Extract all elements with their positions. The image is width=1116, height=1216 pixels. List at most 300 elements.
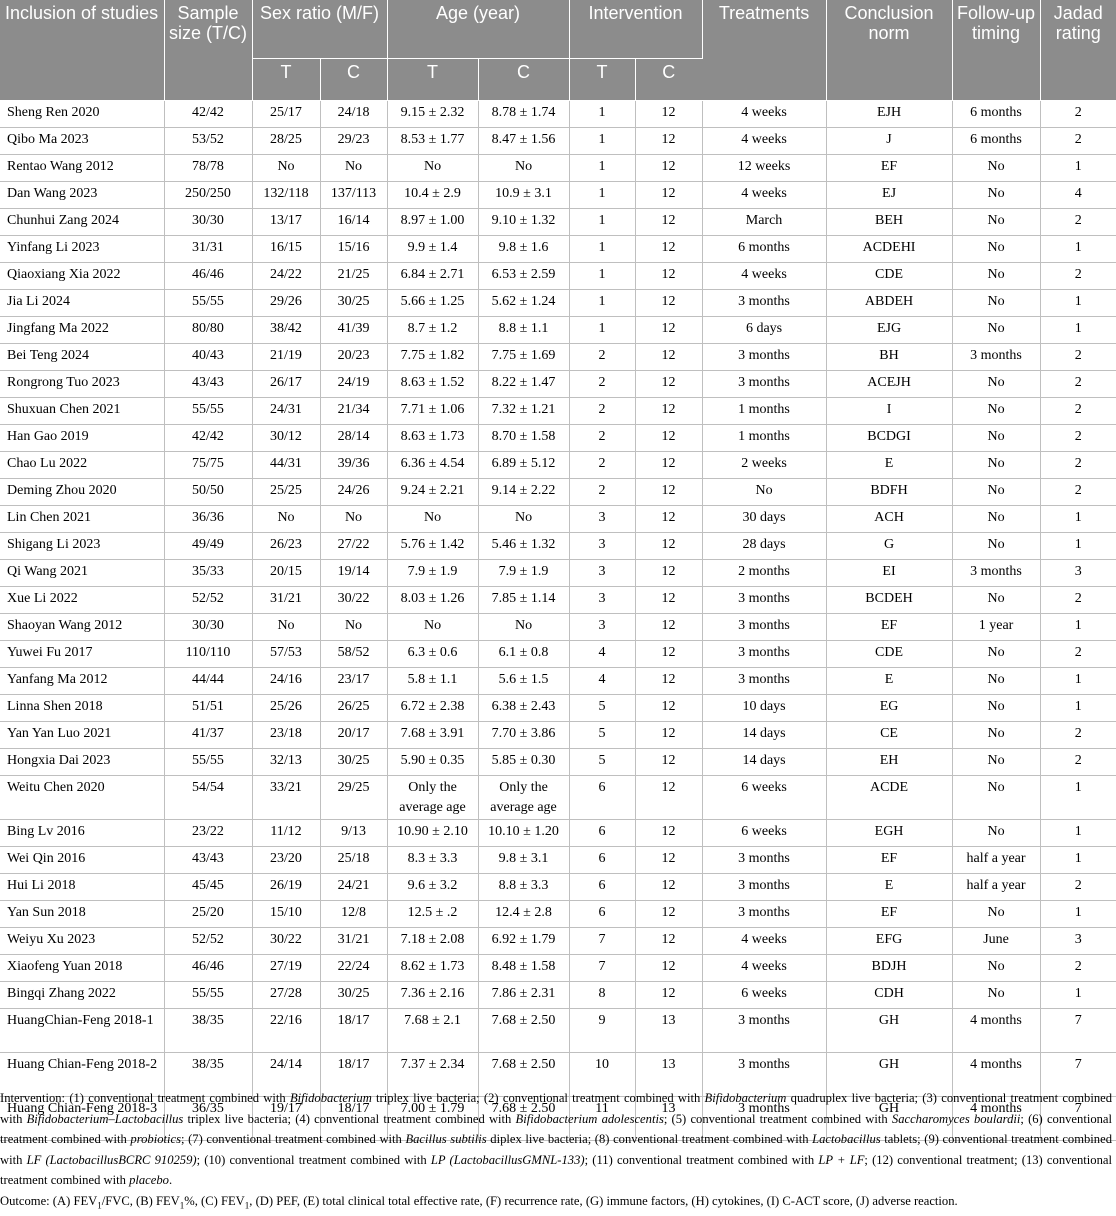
- cell-sex-c: 26/25: [320, 695, 387, 722]
- cell-conclusion: EF: [826, 901, 952, 928]
- cell-intervention-c: 12: [635, 749, 702, 776]
- note-text: (1) conventional treatment combined with: [69, 1091, 290, 1105]
- cell-conclusion: GH: [826, 1097, 952, 1141]
- cell-followup: June: [952, 928, 1040, 955]
- cell-treatments: 3 months: [702, 371, 826, 398]
- cell-treatments: 6 weeks: [702, 820, 826, 847]
- header-jadad: Jadad rating: [1040, 0, 1116, 101]
- cell-jadad: 1: [1040, 820, 1116, 847]
- cell-study: Deming Zhou 2020: [0, 479, 164, 506]
- cell-followup: No: [952, 155, 1040, 182]
- cell-intervention-c: 12: [635, 452, 702, 479]
- cell-sex-t: 23/20: [252, 847, 320, 874]
- header-followup: Follow-up timing: [952, 0, 1040, 101]
- cell-sex-t: No: [252, 614, 320, 641]
- cell-intervention-c: 12: [635, 290, 702, 317]
- cell-treatments: 4 weeks: [702, 263, 826, 290]
- cell-jadad: 1: [1040, 847, 1116, 874]
- cell-jadad: 1: [1040, 236, 1116, 263]
- cell-sex-t: 20/15: [252, 560, 320, 587]
- cell-treatments: 6 weeks: [702, 982, 826, 1009]
- species-name: Bifidobacterium adolescentis: [515, 1111, 664, 1126]
- cell-followup: No: [952, 776, 1040, 820]
- cell-intervention-c: 12: [635, 128, 702, 155]
- cell-sex-t: 21/19: [252, 344, 320, 371]
- cell-age-t: 9.15 ± 2.32: [387, 101, 478, 128]
- cell-jadad: 2: [1040, 587, 1116, 614]
- cell-followup: No: [952, 290, 1040, 317]
- cell-conclusion: EF: [826, 847, 952, 874]
- cell-study: Wei Qin 2016: [0, 847, 164, 874]
- cell-sample-size: 250/250: [164, 182, 252, 209]
- cell-sex-c: 20/17: [320, 722, 387, 749]
- cell-sex-c: 27/22: [320, 533, 387, 560]
- cell-intervention-c: 12: [635, 928, 702, 955]
- note-text: tablets; (9) conventional treatment combined with: [0, 1132, 1112, 1167]
- cell-age-t: 8.3 ± 3.3: [387, 847, 478, 874]
- cell-study: Qibo Ma 2023: [0, 128, 164, 155]
- cell-sex-t: No: [252, 155, 320, 182]
- cell-age-c: 6.89 ± 5.12: [478, 452, 569, 479]
- cell-study: Rongrong Tuo 2023: [0, 371, 164, 398]
- cell-sex-t: 30/12: [252, 425, 320, 452]
- cell-jadad: 1: [1040, 695, 1116, 722]
- cell-age-t: 12.5 ± .2: [387, 901, 478, 928]
- table-row: [0, 236, 1116, 263]
- cell-jadad: 2: [1040, 101, 1116, 128]
- cell-age-t: 6.3 ± 0.6: [387, 641, 478, 668]
- cell-treatments: 3 months: [702, 901, 826, 928]
- cell-study: Sheng Ren 2020: [0, 101, 164, 128]
- cell-conclusion: BEH: [826, 209, 952, 236]
- cell-age-c: 9.8 ± 1.6: [478, 236, 569, 263]
- header-age-t: T: [387, 59, 478, 101]
- cell-followup: 4 months: [952, 1097, 1040, 1141]
- cell-sample-size: 42/42: [164, 101, 252, 128]
- header-age-c: C: [478, 59, 569, 101]
- cell-conclusion: GH: [826, 1009, 952, 1053]
- cell-conclusion: EG: [826, 695, 952, 722]
- cell-sex-t: 33/21: [252, 776, 320, 820]
- cell-sample-size: 75/75: [164, 452, 252, 479]
- cell-jadad: 7: [1040, 1097, 1116, 1141]
- cell-sex-c: 137/113: [320, 182, 387, 209]
- cell-age-t: 7.9 ± 1.9: [387, 560, 478, 587]
- cell-conclusion: CDE: [826, 263, 952, 290]
- cell-age-c: 5.46 ± 1.32: [478, 533, 569, 560]
- table-row: [0, 155, 1116, 182]
- cell-study: Bei Teng 2024: [0, 344, 164, 371]
- note-text: ; (11) conventional treatment combined with: [584, 1152, 819, 1167]
- cell-followup: No: [952, 236, 1040, 263]
- cell-jadad: 2: [1040, 398, 1116, 425]
- cell-followup: half a year: [952, 847, 1040, 874]
- table-row: [0, 452, 1116, 479]
- cell-sample-size: 55/55: [164, 982, 252, 1009]
- cell-intervention-c: 12: [635, 722, 702, 749]
- cell-age-c: 8.8 ± 3.3: [478, 874, 569, 901]
- cell-sex-c: 24/26: [320, 479, 387, 506]
- cell-jadad: 2: [1040, 722, 1116, 749]
- cell-intervention-t: 11: [569, 1097, 635, 1141]
- cell-intervention-c: 12: [635, 668, 702, 695]
- cell-followup: No: [952, 641, 1040, 668]
- cell-intervention-c: 12: [635, 955, 702, 982]
- cell-study: Huang Chian-Feng 2018-2: [0, 1053, 164, 1097]
- cell-sex-c: 22/24: [320, 955, 387, 982]
- cell-sex-c: 19/14: [320, 560, 387, 587]
- cell-study: Shaoyan Wang 2012: [0, 614, 164, 641]
- cell-study: Yinfang Li 2023: [0, 236, 164, 263]
- cell-intervention-t: 10: [569, 1053, 635, 1097]
- cell-study: Xue Li 2022: [0, 587, 164, 614]
- cell-study: Xiaofeng Yuan 2018: [0, 955, 164, 982]
- cell-sex-t: 25/17: [252, 101, 320, 128]
- cell-age-c: Only the average age: [478, 776, 569, 820]
- cell-sample-size: 46/46: [164, 263, 252, 290]
- cell-sex-c: 30/25: [320, 749, 387, 776]
- cell-sex-t: 31/21: [252, 587, 320, 614]
- cell-intervention-t: 7: [569, 928, 635, 955]
- cell-intervention-t: 4: [569, 668, 635, 695]
- note-text: diplex live bacteria; (8) conventional treatment combined with: [486, 1132, 813, 1147]
- table-row: [0, 668, 1116, 695]
- cell-conclusion: EH: [826, 749, 952, 776]
- cell-age-c: 9.10 ± 1.32: [478, 209, 569, 236]
- cell-intervention-t: 7: [569, 955, 635, 982]
- cell-study: Jingfang Ma 2022: [0, 317, 164, 344]
- cell-jadad: 4: [1040, 182, 1116, 209]
- cell-sex-t: 29/26: [252, 290, 320, 317]
- cell-treatments: 2 weeks: [702, 452, 826, 479]
- cell-sex-t: 19/17: [252, 1097, 320, 1141]
- cell-study: Bingqi Zhang 2022: [0, 982, 164, 1009]
- cell-sex-t: 11/12: [252, 820, 320, 847]
- cell-treatments: 14 days: [702, 722, 826, 749]
- cell-age-t: 10.4 ± 2.9: [387, 182, 478, 209]
- cell-followup: No: [952, 668, 1040, 695]
- cell-study: Chunhui Zang 2024: [0, 209, 164, 236]
- cell-age-t: 7.68 ± 2.1: [387, 1009, 478, 1053]
- table-row: [0, 182, 1116, 209]
- cell-sample-size: 38/35: [164, 1053, 252, 1097]
- cell-age-t: 9.6 ± 3.2: [387, 874, 478, 901]
- cell-conclusion: ACDE: [826, 776, 952, 820]
- cell-treatments: No: [702, 479, 826, 506]
- cell-intervention-t: 8: [569, 982, 635, 1009]
- cell-intervention-t: 4: [569, 641, 635, 668]
- table-row: [0, 263, 1116, 290]
- cell-jadad: 1: [1040, 290, 1116, 317]
- cell-treatments: 1 months: [702, 398, 826, 425]
- cell-jadad: 2: [1040, 955, 1116, 982]
- cell-sex-t: 27/28: [252, 982, 320, 1009]
- species-name: placebo: [129, 1173, 169, 1188]
- table-row: [0, 982, 1116, 1009]
- cell-conclusion: CDE: [826, 641, 952, 668]
- cell-intervention-c: 12: [635, 820, 702, 847]
- cell-sample-size: 42/42: [164, 425, 252, 452]
- cell-age-c: 7.68 ± 2.50: [478, 1053, 569, 1097]
- cell-age-t: 7.68 ± 3.91: [387, 722, 478, 749]
- cell-intervention-t: 3: [569, 533, 635, 560]
- cell-sample-size: 25/20: [164, 901, 252, 928]
- cell-intervention-c: 12: [635, 587, 702, 614]
- cell-sample-size: 55/55: [164, 398, 252, 425]
- cell-study: Jia Li 2024: [0, 290, 164, 317]
- table-header: [0, 0, 1116, 101]
- cell-study: Dan Wang 2023: [0, 182, 164, 209]
- cell-sample-size: 30/30: [164, 209, 252, 236]
- cell-followup: No: [952, 479, 1040, 506]
- cell-conclusion: EF: [826, 614, 952, 641]
- outcome-note: [0, 1191, 1112, 1216]
- cell-treatments: 10 days: [702, 695, 826, 722]
- cell-intervention-c: 12: [635, 479, 702, 506]
- cell-jadad: 1: [1040, 776, 1116, 820]
- cell-followup: No: [952, 982, 1040, 1009]
- cell-study: Lin Chen 2021: [0, 506, 164, 533]
- cell-followup: No: [952, 182, 1040, 209]
- cell-age-c: 8.22 ± 1.47: [478, 371, 569, 398]
- species-name: LP + LF: [818, 1152, 865, 1167]
- cell-jadad: 2: [1040, 209, 1116, 236]
- cell-sex-c: 41/39: [320, 317, 387, 344]
- cell-intervention-c: 13: [635, 1097, 702, 1141]
- cell-jadad: 2: [1040, 452, 1116, 479]
- cell-conclusion: ACH: [826, 506, 952, 533]
- header-treatments: Treatments: [702, 0, 826, 101]
- cell-sample-size: 50/50: [164, 479, 252, 506]
- table-row: [0, 317, 1116, 344]
- cell-sex-t: 57/53: [252, 641, 320, 668]
- cell-sex-t: 15/10: [252, 901, 320, 928]
- cell-treatments: 3 months: [702, 1053, 826, 1097]
- cell-followup: 4 months: [952, 1053, 1040, 1097]
- cell-conclusion: EJG: [826, 317, 952, 344]
- cell-sample-size: 23/22: [164, 820, 252, 847]
- cell-jadad: 1: [1040, 668, 1116, 695]
- table-row: [0, 290, 1116, 317]
- cell-jadad: 1: [1040, 155, 1116, 182]
- cell-sex-c: 18/17: [320, 1053, 387, 1097]
- cell-conclusion: ABDEH: [826, 290, 952, 317]
- cell-intervention-c: 12: [635, 155, 702, 182]
- table-row: [0, 479, 1116, 506]
- cell-intervention-t: 6: [569, 776, 635, 820]
- cell-age-c: 7.85 ± 1.14: [478, 587, 569, 614]
- cell-conclusion: GH: [826, 1053, 952, 1097]
- table-row: [0, 506, 1116, 533]
- cell-age-t: 6.72 ± 2.38: [387, 695, 478, 722]
- cell-sex-c: 24/18: [320, 101, 387, 128]
- cell-sex-t: 27/19: [252, 955, 320, 982]
- header-study: Inclusion of studies: [0, 0, 164, 101]
- cell-conclusion: BDJH: [826, 955, 952, 982]
- cell-sex-c: 30/25: [320, 290, 387, 317]
- table-row: [0, 614, 1116, 641]
- cell-age-c: 9.14 ± 2.22: [478, 479, 569, 506]
- cell-intervention-t: 1: [569, 209, 635, 236]
- cell-followup: No: [952, 820, 1040, 847]
- table-row: [0, 1009, 1116, 1053]
- cell-conclusion: CDH: [826, 982, 952, 1009]
- cell-intervention-t: 5: [569, 749, 635, 776]
- cell-jadad: 2: [1040, 263, 1116, 290]
- cell-conclusion: E: [826, 874, 952, 901]
- cell-age-c: 10.10 ± 1.20: [478, 820, 569, 847]
- cell-conclusion: EJH: [826, 101, 952, 128]
- cell-sex-c: 29/25: [320, 776, 387, 820]
- cell-jadad: 7: [1040, 1053, 1116, 1097]
- cell-age-c: 7.32 ± 1.21: [478, 398, 569, 425]
- cell-treatments: 3 months: [702, 344, 826, 371]
- cell-sex-c: No: [320, 155, 387, 182]
- cell-age-t: 8.7 ± 1.2: [387, 317, 478, 344]
- cell-conclusion: EGH: [826, 820, 952, 847]
- cell-age-t: No: [387, 506, 478, 533]
- cell-sample-size: 80/80: [164, 317, 252, 344]
- header-conclusion: Conclusion norm: [826, 0, 952, 101]
- cell-age-c: 6.38 ± 2.43: [478, 695, 569, 722]
- cell-age-t: 8.63 ± 1.52: [387, 371, 478, 398]
- cell-study: Hui Li 2018: [0, 874, 164, 901]
- cell-intervention-t: 6: [569, 847, 635, 874]
- cell-age-t: 5.66 ± 1.25: [387, 290, 478, 317]
- cell-age-t: 9.9 ± 1.4: [387, 236, 478, 263]
- cell-sex-c: 18/17: [320, 1097, 387, 1141]
- cell-treatments: 4 weeks: [702, 955, 826, 982]
- cell-age-c: 7.75 ± 1.69: [478, 344, 569, 371]
- header-age: Age (year): [387, 0, 569, 59]
- table-row: [0, 820, 1116, 847]
- table-row: [0, 928, 1116, 955]
- cell-study: Shigang Li 2023: [0, 533, 164, 560]
- cell-intervention-c: 12: [635, 560, 702, 587]
- cell-sample-size: 36/35: [164, 1097, 252, 1141]
- cell-intervention-c: 12: [635, 398, 702, 425]
- cell-study: HuangChian-Feng 2018-1: [0, 1009, 164, 1053]
- cell-jadad: 2: [1040, 425, 1116, 452]
- cell-age-t: 7.00 ± 1.79: [387, 1097, 478, 1141]
- cell-treatments: 4 weeks: [702, 928, 826, 955]
- cell-conclusion: BDFH: [826, 479, 952, 506]
- cell-intervention-c: 12: [635, 371, 702, 398]
- cell-sex-t: No: [252, 506, 320, 533]
- cell-age-c: 9.8 ± 3.1: [478, 847, 569, 874]
- cell-sex-t: 26/17: [252, 371, 320, 398]
- cell-sex-c: 16/14: [320, 209, 387, 236]
- cell-conclusion: CE: [826, 722, 952, 749]
- header-intervention: Intervention: [569, 0, 702, 59]
- cell-sex-t: 30/22: [252, 928, 320, 955]
- cell-sex-c: No: [320, 614, 387, 641]
- cell-treatments: 3 months: [702, 1009, 826, 1053]
- cell-sex-c: 23/17: [320, 668, 387, 695]
- cell-treatments: 4 weeks: [702, 182, 826, 209]
- table-row: [0, 641, 1116, 668]
- cell-conclusion: BCDEH: [826, 587, 952, 614]
- cell-intervention-c: 12: [635, 847, 702, 874]
- cell-intervention-t: 1: [569, 290, 635, 317]
- cell-intervention-c: 12: [635, 874, 702, 901]
- cell-study: Qi Wang 2021: [0, 560, 164, 587]
- cell-treatments: 4 weeks: [702, 101, 826, 128]
- cell-age-t: 8.62 ± 1.73: [387, 955, 478, 982]
- table-row: [0, 128, 1116, 155]
- cell-treatments: 6 months: [702, 236, 826, 263]
- cell-treatments: 28 days: [702, 533, 826, 560]
- cell-sex-t: 38/42: [252, 317, 320, 344]
- cell-study: Hongxia Dai 2023: [0, 749, 164, 776]
- cell-sex-t: 26/19: [252, 874, 320, 901]
- species-name: LP (LactobacillusGMNL-133): [430, 1152, 585, 1167]
- cell-age-t: 8.63 ± 1.73: [387, 425, 478, 452]
- cell-study: Huang Chian-Feng 2018-3: [0, 1097, 164, 1141]
- cell-jadad: 1: [1040, 614, 1116, 641]
- note-text: ; (10) conventional treatment combined with: [196, 1152, 431, 1167]
- cell-sample-size: 35/33: [164, 560, 252, 587]
- cell-age-t: 7.37 ± 2.34: [387, 1053, 478, 1097]
- cell-sex-t: 32/13: [252, 749, 320, 776]
- cell-age-c: 6.1 ± 0.8: [478, 641, 569, 668]
- cell-study: Han Gao 2019: [0, 425, 164, 452]
- cell-age-t: 6.36 ± 4.54: [387, 452, 478, 479]
- cell-age-c: 5.6 ± 1.5: [478, 668, 569, 695]
- cell-treatments: 4 weeks: [702, 128, 826, 155]
- table-row: [0, 901, 1116, 928]
- cell-age-c: No: [478, 614, 569, 641]
- cell-intervention-t: 6: [569, 901, 635, 928]
- cell-study: Yan Sun 2018: [0, 901, 164, 928]
- cell-treatments: 3 months: [702, 847, 826, 874]
- cell-treatments: 2 months: [702, 560, 826, 587]
- cell-conclusion: E: [826, 668, 952, 695]
- cell-sample-size: 55/55: [164, 290, 252, 317]
- cell-jadad: 1: [1040, 901, 1116, 928]
- cell-sex-c: 20/23: [320, 344, 387, 371]
- cell-conclusion: EJ: [826, 182, 952, 209]
- species-name: Bifidobacterium–Lactobacillus: [26, 1111, 184, 1126]
- cell-followup: No: [952, 695, 1040, 722]
- cell-jadad: 2: [1040, 749, 1116, 776]
- cell-sex-c: 29/23: [320, 128, 387, 155]
- table-row: [0, 955, 1116, 982]
- cell-age-c: No: [478, 155, 569, 182]
- cell-age-t: 5.90 ± 0.35: [387, 749, 478, 776]
- cell-age-c: 8.70 ± 1.58: [478, 425, 569, 452]
- cell-intervention-c: 13: [635, 1053, 702, 1097]
- cell-jadad: 7: [1040, 1009, 1116, 1053]
- cell-age-t: 8.03 ± 1.26: [387, 587, 478, 614]
- cell-intervention-t: 5: [569, 722, 635, 749]
- cell-sample-size: 36/36: [164, 506, 252, 533]
- species-name: probiotics: [130, 1132, 182, 1147]
- cell-intervention-c: 12: [635, 901, 702, 928]
- cell-intervention-c: 12: [635, 263, 702, 290]
- table-body: [0, 101, 1116, 1141]
- cell-sample-size: 41/37: [164, 722, 252, 749]
- table-row: [0, 425, 1116, 452]
- cell-sample-size: 43/43: [164, 371, 252, 398]
- cell-intervention-c: 12: [635, 533, 702, 560]
- table-row: [0, 587, 1116, 614]
- cell-intervention-c: 12: [635, 344, 702, 371]
- cell-followup: No: [952, 317, 1040, 344]
- header-sex: Sex ratio (M/F): [252, 0, 387, 59]
- cell-sex-t: 13/17: [252, 209, 320, 236]
- cell-sex-t: 26/23: [252, 533, 320, 560]
